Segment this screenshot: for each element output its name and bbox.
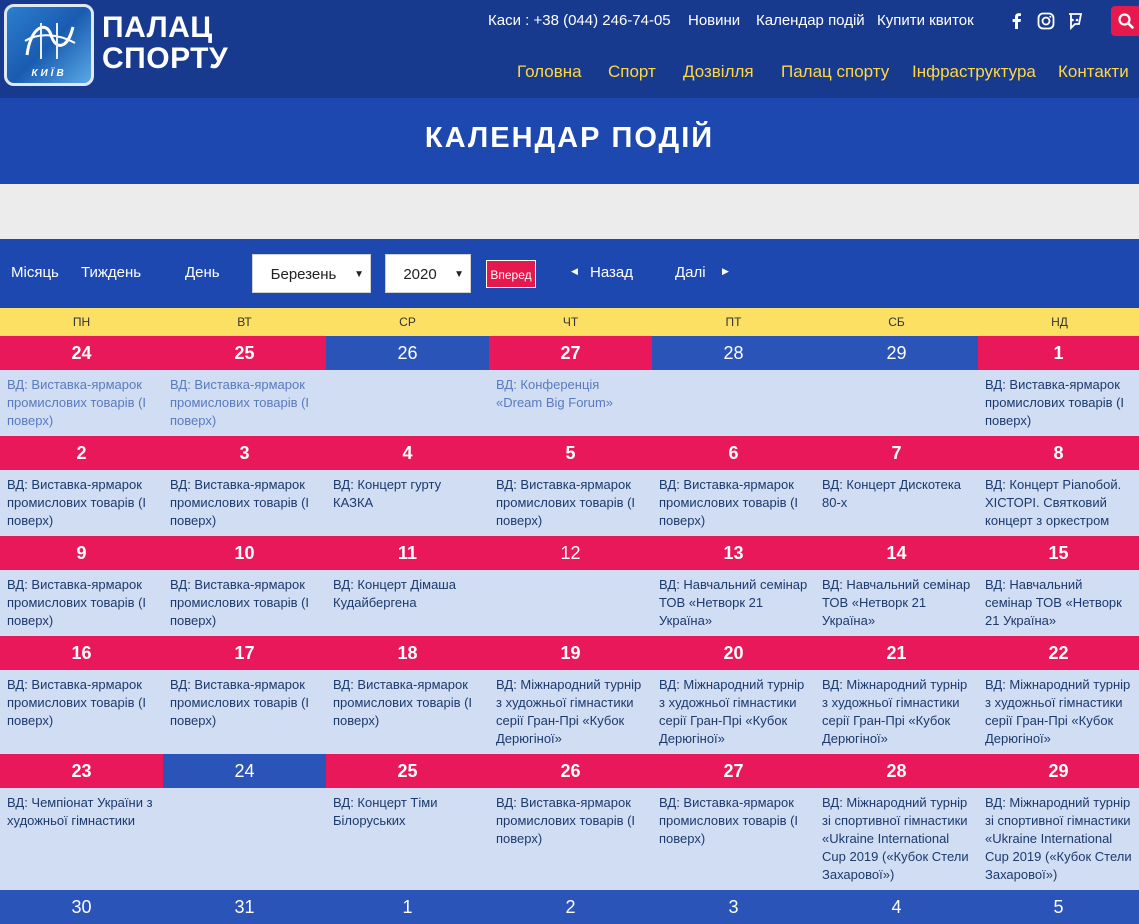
day-events[interactable]: ВД: Виставка-ярмарок промислових товарів (І поверх) <box>326 670 489 754</box>
day-events[interactable]: ВД: Виставка-ярмарок промислових товарів (І поверх) <box>0 570 163 636</box>
nav-leisure[interactable]: Дозвілля <box>683 62 754 81</box>
day-number[interactable]: 6 <box>652 436 815 470</box>
weekday-sat: СБ <box>888 315 905 329</box>
day-number[interactable]: 3 <box>163 436 326 470</box>
foursquare-icon[interactable] <box>1066 12 1084 30</box>
box-office-phone: Каси : +38 (044) 246-74-05 <box>488 12 671 29</box>
nav-contacts[interactable]: Контакти <box>1058 62 1129 81</box>
site-header <box>0 0 1139 98</box>
day-number[interactable]: 26 <box>326 336 489 370</box>
logo-city: КИЇВ <box>31 68 67 79</box>
month-select-value: Березень <box>270 266 337 283</box>
brand-line-2: СПОРТУ <box>102 42 229 75</box>
top-link-calendar[interactable]: Календар подій <box>756 12 865 29</box>
day-events[interactable]: ВД: Виставка-ярмарок промислових товарів (І поверх) <box>652 470 815 536</box>
day-number[interactable]: 16 <box>0 636 163 670</box>
day-number[interactable]: 9 <box>0 536 163 570</box>
day-number[interactable]: 23 <box>0 754 163 788</box>
day-number[interactable]: 19 <box>489 636 652 670</box>
next-month-link[interactable]: Далі <box>675 264 706 281</box>
go-button[interactable]: Вперед <box>486 260 536 288</box>
day-number[interactable]: 2 <box>489 890 652 924</box>
day-number[interactable]: 1 <box>978 336 1139 370</box>
day-number[interactable]: 29 <box>978 754 1139 788</box>
day-number[interactable]: 13 <box>652 536 815 570</box>
top-link-news[interactable]: Новини <box>688 12 741 29</box>
top-link-buy-ticket[interactable]: Купити квиток <box>877 12 974 29</box>
prev-arrow-icon: ◀ <box>571 266 578 276</box>
day-number[interactable]: 2 <box>0 436 163 470</box>
day-events <box>326 370 489 436</box>
instagram-icon[interactable] <box>1037 12 1055 30</box>
day-number[interactable]: 10 <box>163 536 326 570</box>
day-number[interactable]: 12 <box>489 536 652 570</box>
day-events <box>815 370 978 436</box>
day-number[interactable]: 1 <box>326 890 489 924</box>
page-title: КАЛЕНДАР ПОДІЙ <box>424 122 715 154</box>
view-week-button[interactable]: Тиждень <box>81 264 142 281</box>
brand-line-1: ПАЛАЦ <box>102 11 213 44</box>
next-arrow-icon: ▶ <box>722 266 729 276</box>
day-number[interactable]: 7 <box>815 436 978 470</box>
day-events[interactable]: ВД: Концерт Тіми Білоруських <box>326 788 489 890</box>
day-events[interactable]: ВД: Концерт Дімаша Кудайбергена <box>326 570 489 636</box>
weekday-header <box>0 308 1139 336</box>
weekday-mon: ПН <box>72 315 91 329</box>
month-select[interactable] <box>252 254 371 293</box>
day-events[interactable]: ВД: Навчальний семінар ТОВ «Нетворк 21 Україна» <box>978 570 1139 636</box>
title-band <box>0 98 1139 184</box>
day-events[interactable]: ВД: Виставка-ярмарок промислових товарів (І поверх) <box>0 370 163 436</box>
day-number[interactable]: 30 <box>0 890 163 924</box>
search-icon <box>1111 6 1139 36</box>
dropdown-arrow-icon: ▼ <box>454 269 464 280</box>
day-number[interactable]: 20 <box>652 636 815 670</box>
day-number[interactable]: 28 <box>652 336 815 370</box>
logo-monogram-icon <box>17 15 81 67</box>
day-events[interactable]: ВД: Виставка-ярмарок промислових товарів (І поверх) <box>163 570 326 636</box>
day-events[interactable]: ВД: Міжнародний турнір з художньої гімнастики серії Гран-Прі «Кубок Дерюгіної» <box>489 670 652 754</box>
day-events[interactable]: ВД: Виставка-ярмарок промислових товарів (І поверх) <box>652 788 815 890</box>
prev-month-link[interactable]: Назад <box>590 264 633 281</box>
day-events[interactable]: ВД: Конференція «Dream Big Forum» <box>489 370 652 436</box>
day-number[interactable]: 14 <box>815 536 978 570</box>
day-number[interactable]: 28 <box>815 754 978 788</box>
day-events[interactable]: ВД: Виставка-ярмарок промислових товарів (І поверх) <box>0 470 163 536</box>
day-events[interactable]: ВД: Виставка-ярмарок промислових товарів (І поверх) <box>0 670 163 754</box>
day-events[interactable]: ВД: Виставка-ярмарок промислових товарів (І поверх) <box>163 470 326 536</box>
day-events[interactable]: ВД: Міжнародний турнір з художньої гімнастики серії Гран-Прі «Кубок Дерюгіної» <box>815 670 978 754</box>
nav-palace[interactable]: Палац спорту <box>781 62 890 81</box>
day-number[interactable]: 21 <box>815 636 978 670</box>
day-events[interactable]: ВД: Навчальний семінар ТОВ «Нетворк 21 Україна» <box>815 570 978 636</box>
day-number[interactable]: 24 <box>0 336 163 370</box>
calendar-controls <box>0 239 1139 308</box>
day-number[interactable]: 5 <box>489 436 652 470</box>
spacer-band <box>0 184 1139 239</box>
day-number[interactable]: 24 <box>163 754 326 788</box>
day-events[interactable]: ВД: Виставка-ярмарок промислових товарів (І поверх) <box>978 370 1139 436</box>
day-number[interactable]: 27 <box>652 754 815 788</box>
day-number[interactable]: 15 <box>978 536 1139 570</box>
day-number[interactable]: 22 <box>978 636 1139 670</box>
day-events[interactable]: ВД: Навчальний семінар ТОВ «Нетворк 21 Україна» <box>652 570 815 636</box>
view-month-button[interactable]: Місяць <box>11 264 59 281</box>
day-number[interactable]: 29 <box>815 336 978 370</box>
main-nav <box>0 62 1139 82</box>
weekday-fri: ПТ <box>725 315 742 329</box>
day-number[interactable]: 26 <box>489 754 652 788</box>
day-events[interactable]: ВД: Виставка-ярмарок промислових товарів (І поверх) <box>489 788 652 890</box>
day-number[interactable]: 25 <box>326 754 489 788</box>
day-events[interactable]: ВД: Виставка-ярмарок промислових товарів (І поверх) <box>163 670 326 754</box>
day-events <box>652 370 815 436</box>
view-day-button[interactable]: День <box>185 264 220 281</box>
facebook-icon[interactable] <box>1008 12 1026 30</box>
weekday-sun: НД <box>1051 315 1068 329</box>
year-select-value: 2020 <box>403 266 437 283</box>
day-events <box>163 788 326 890</box>
day-number[interactable]: 25 <box>163 336 326 370</box>
day-events[interactable]: ВД: Концерт Pianoбой. ХІСТОРІ. Святковий концерт з оркестром <box>978 470 1139 536</box>
dropdown-arrow-icon: ▼ <box>354 269 364 280</box>
day-number[interactable]: 8 <box>978 436 1139 470</box>
day-number[interactable]: 18 <box>326 636 489 670</box>
day-number[interactable]: 4 <box>326 436 489 470</box>
nav-sport[interactable]: Спорт <box>608 62 656 81</box>
year-select[interactable] <box>385 254 471 293</box>
weekday-tue: ВТ <box>237 315 252 329</box>
day-events[interactable]: ВД: Міжнародний турнір зі спортивної гімнастики «Ukraine International Cup 2019 («Кубок Стели Захарової») <box>978 788 1139 890</box>
day-number[interactable]: 17 <box>163 636 326 670</box>
day-events[interactable]: ВД: Виставка-ярмарок промислових товарів (І поверх) <box>489 470 652 536</box>
day-number[interactable]: 11 <box>326 536 489 570</box>
nav-home[interactable]: Головна <box>517 62 582 81</box>
day-number[interactable]: 4 <box>815 890 978 924</box>
weekday-wed: СР <box>399 315 416 329</box>
day-events[interactable]: ВД: Концерт гурту КАЗКА <box>326 470 489 536</box>
day-events[interactable]: ВД: Концерт Дискотека 80-х <box>815 470 978 536</box>
day-number[interactable]: 27 <box>489 336 652 370</box>
day-number[interactable]: 31 <box>163 890 326 924</box>
day-events <box>489 570 652 636</box>
nav-infrastructure[interactable]: Інфраструктура <box>912 62 1036 81</box>
day-number[interactable]: 3 <box>652 890 815 924</box>
day-events[interactable]: ВД: Чемпіонат України з художньої гімнастики <box>0 788 163 890</box>
day-events[interactable]: ВД: Міжнародний турнір з художньої гімнастики серії Гран-Прі «Кубок Дерюгіної» <box>978 670 1139 754</box>
day-number[interactable]: 5 <box>978 890 1139 924</box>
weekday-thu: ЧТ <box>562 315 579 329</box>
day-events[interactable]: ВД: Міжнародний турнір зі спортивної гімнастики «Ukraine International Cup 2019 («Кубок Стели Захарової») <box>815 788 978 890</box>
day-events[interactable]: ВД: Міжнародний турнір з художньої гімнастики серії Гран-Прі «Кубок Дерюгіної» <box>652 670 815 754</box>
day-events[interactable]: ВД: Виставка-ярмарок промислових товарів (І поверх) <box>163 370 326 436</box>
search-button[interactable] <box>1111 6 1139 36</box>
